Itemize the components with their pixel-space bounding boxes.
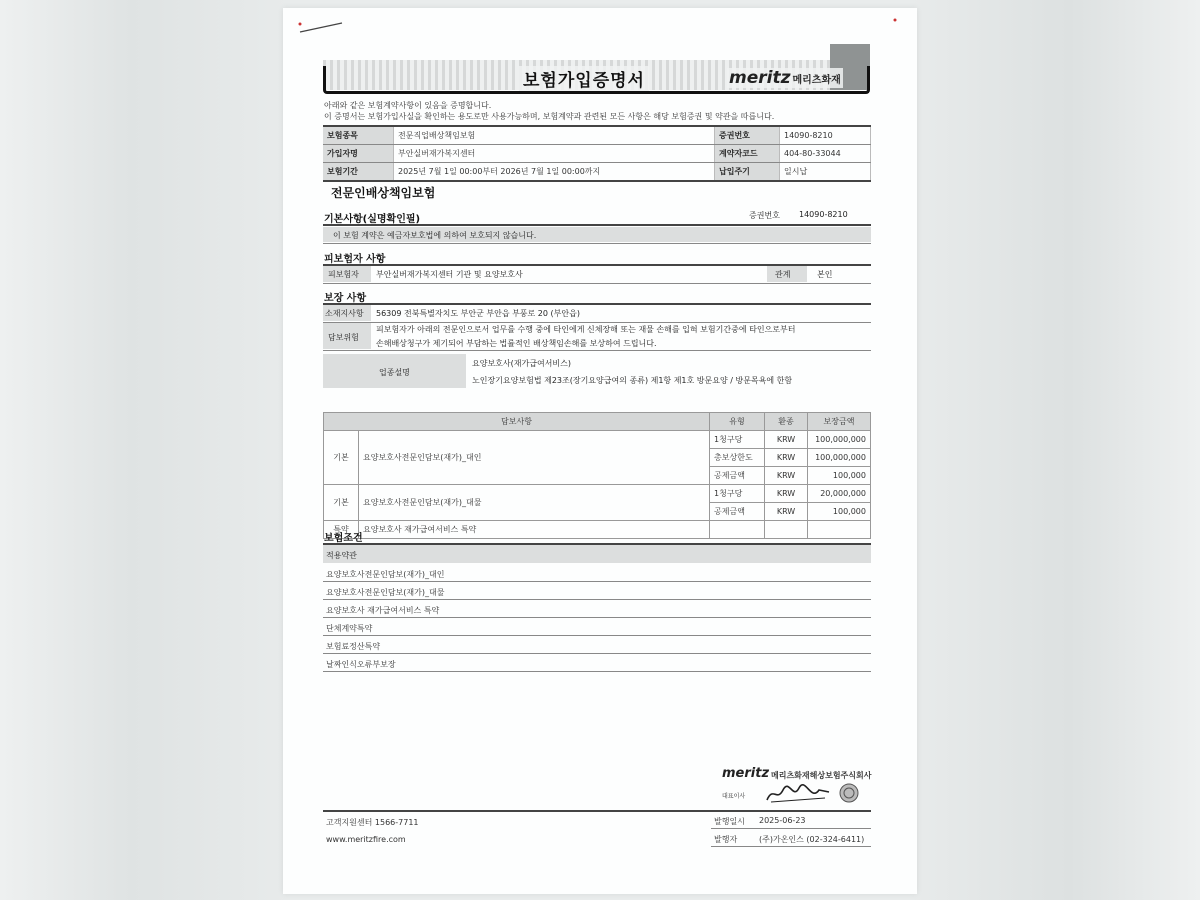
signature-icon: [763, 782, 833, 806]
pen-mark-icon: [297, 18, 347, 38]
list-item: 단체계약특약: [326, 624, 373, 633]
row-kind: 특약: [324, 521, 359, 539]
table-row: [324, 521, 871, 539]
business-line-2: 노인장기요양보험법 제23조(장기요양급여의 종류) 제1항 제1호 방문요양 / 방문목욕에 한함: [472, 376, 793, 385]
empty-cell: [808, 521, 871, 539]
section-basic-heading: 기본사항(실명확인필): [324, 214, 421, 225]
risk-line-1: 피보험자가 아래의 전문인으로서 업무를 수행 중에 타인에게 신체장해 또는 재물 손해를 입혀 보험기간중에 타인으로부터: [376, 325, 796, 334]
row-amount: 20,000,000: [808, 485, 871, 503]
divider: [711, 846, 871, 847]
divider: [323, 350, 871, 351]
issuer-label: 발행자: [714, 835, 738, 844]
document-title: 보험가입증명서: [519, 66, 649, 91]
business-label: 업종설명: [379, 368, 410, 377]
risk-line-2: 손해배상청구가 제기되어 부담하는 법률적인 배상책임손해를 보상하여 드립니다.: [376, 339, 657, 348]
notice-row: [323, 227, 871, 242]
table-row: [324, 431, 871, 449]
row-currency: KRW: [765, 503, 808, 521]
product-name: 전문인배상책임보험: [331, 186, 436, 200]
col-header-currency: 환종: [765, 413, 808, 431]
terms-sub-label: 적용약관: [326, 551, 357, 560]
row-type: 총보상한도: [710, 449, 765, 467]
value-period: 2025년 7월 1일 00:00부터 2026년 7월 1일 00:00까지: [394, 163, 715, 182]
row-kind: 기본: [324, 431, 359, 485]
summary-table: [323, 125, 871, 182]
company-seal-icon: [839, 783, 859, 803]
row-type: 공제금액: [710, 467, 765, 485]
table-row: [324, 485, 871, 503]
coverage-table: [323, 412, 871, 539]
background-right: [910, 0, 1200, 900]
row-coverage-name: 요양보호사전문인담보(재가)_대물: [359, 485, 710, 521]
table-row: [323, 126, 871, 145]
table-row: [323, 163, 871, 182]
intro-line-1: 아래와 같은 보험계약사항이 있음을 증명합니다.: [324, 101, 492, 110]
list-item: 날짜인식오류부보장: [326, 660, 396, 669]
list-item: 요양보호사전문인담보(재가)_대인: [326, 570, 445, 579]
issue-date: 2025-06-23: [759, 816, 806, 825]
empty-cell: [765, 521, 808, 539]
relation-value: 본인: [817, 270, 833, 279]
label-subscriber: 가입자명: [323, 145, 394, 163]
row-currency: KRW: [765, 431, 808, 449]
section-insured-heading: 피보험자 사항: [324, 254, 386, 265]
label-product: 보험종목: [323, 126, 394, 145]
deposit-protection-note: 이 보험 계약은 예금자보호법에 의하여 보호되지 않습니다.: [333, 231, 537, 240]
row-coverage-name: 요양보호사전문인담보(재가)_대인: [359, 431, 710, 485]
row-currency: KRW: [765, 467, 808, 485]
col-header-amount: 보장금액: [808, 413, 871, 431]
address-label: 소재지사항: [325, 309, 364, 318]
divider: [323, 322, 871, 323]
row-currency: KRW: [765, 449, 808, 467]
insured-label: 피보험자: [328, 270, 359, 279]
row-amount: 100,000: [808, 503, 871, 521]
row-type: 1청구당: [710, 485, 765, 503]
list-item: 보험료정산특약: [326, 642, 381, 651]
section-terms-heading: 보험조건: [324, 533, 363, 544]
divider: [323, 283, 871, 284]
table-row: [323, 145, 871, 163]
col-header-type: 유형: [710, 413, 765, 431]
divider: [323, 617, 871, 618]
row-coverage-name: 요양보호사 재가급여서비스 특약: [359, 521, 710, 539]
basic-policy-label: 증권번호: [749, 211, 780, 220]
issuer-logo: meritz: [722, 766, 770, 781]
list-item: 요양보호사 재가급여서비스 특약: [326, 606, 440, 615]
table-header-row: [324, 413, 871, 431]
divider: [323, 243, 871, 244]
row-amount: 100,000: [808, 467, 871, 485]
insured-value: 부안실버재가복지센터 기관 및 요양보호사: [376, 270, 523, 279]
empty-cell: [710, 521, 765, 539]
address-value: 56309 전북특별자치도 부안군 부안읍 부풍로 20 (부안읍): [376, 309, 580, 318]
list-item: 요양보호사전문인담보(재가)_대물: [326, 588, 445, 597]
issuer-value: (주)가온인스 (02-324-6411): [759, 835, 865, 844]
company-logo: meritz 메리츠화재: [729, 68, 841, 88]
website-link[interactable]: www.meritzfire.com: [326, 835, 406, 844]
divider: [323, 581, 871, 582]
divider: [323, 224, 871, 226]
row-type: 1청구당: [710, 431, 765, 449]
label-policy-no: 증권번호: [715, 126, 780, 145]
section-coverage-heading: 보장 사항: [324, 293, 367, 304]
divider: [323, 810, 871, 812]
divider: [323, 599, 871, 600]
divider: [323, 303, 871, 305]
ceo-label: 대표이사: [722, 793, 746, 800]
issuer-company-name: 메리츠화재해상보험주식회사: [771, 771, 872, 780]
document-page: [283, 8, 917, 894]
call-center: 고객지원센터 1566-7711: [326, 818, 419, 827]
divider: [323, 671, 871, 672]
row-amount: 100,000,000: [808, 449, 871, 467]
risk-label: 담보위험: [328, 333, 359, 342]
value-contractor-code: 404-80-33044: [780, 145, 871, 163]
label-payment-cycle: 납입주기: [715, 163, 780, 182]
col-header-coverage: 담보사항: [324, 413, 710, 431]
row-type: 공제금액: [710, 503, 765, 521]
label-contractor-code: 계약자코드: [715, 145, 780, 163]
value-policy-no: 14090-8210: [780, 126, 871, 145]
intro-line-2: 이 증명서는 보험가입사실을 확인하는 용도로만 사용가능하며, 보험계약과 관련된 모든 사항은 해당 보험증권 및 약관을 따릅니다.: [324, 112, 775, 121]
relation-label: 관계: [775, 270, 791, 279]
row-kind: 기본: [324, 485, 359, 521]
divider: [323, 653, 871, 654]
row-amount: 100,000,000: [808, 431, 871, 449]
divider: [323, 635, 871, 636]
red-dot-icon: [891, 16, 901, 26]
header-banner: [323, 44, 870, 92]
terms-sub-row: [323, 545, 871, 563]
value-payment-cycle: 일시납: [780, 163, 871, 182]
value-product: 전문직업배상책임보험: [394, 126, 715, 145]
background-left: [0, 0, 290, 900]
divider: [711, 828, 871, 829]
label-period: 보험기간: [323, 163, 394, 182]
row-currency: KRW: [765, 485, 808, 503]
issue-date-label: 발행일시: [714, 817, 745, 826]
basic-policy-no: 14090-8210: [799, 210, 848, 219]
value-subscriber: 부안실버재가복지센터: [394, 145, 715, 163]
business-line-1: 요양보호사(재가급여서비스): [472, 359, 571, 368]
